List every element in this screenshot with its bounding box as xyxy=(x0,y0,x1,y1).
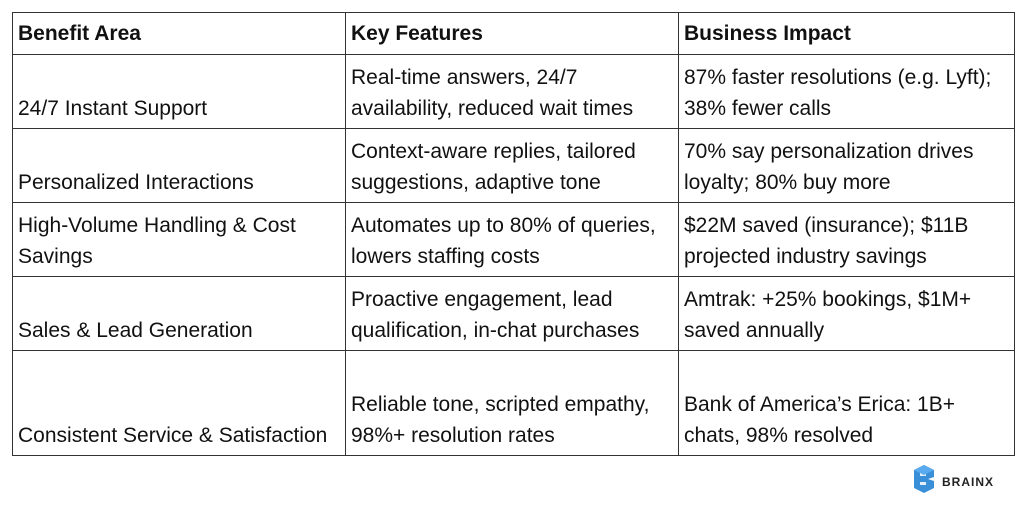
cell-key-features: Automates up to 80% of queries, lowers staffing costs xyxy=(346,203,679,277)
table-row xyxy=(13,277,1015,351)
cell-business-impact: Bank of America’s Erica: 1B+ chats, 98% resolved xyxy=(679,351,1015,456)
cell-key-features: Proactive engagement, lead qualification, in-chat purchases xyxy=(346,277,679,351)
brainx-logo xyxy=(914,465,994,498)
benefits-table xyxy=(12,12,1015,456)
brainx-logo-icon xyxy=(914,465,934,498)
table-row xyxy=(13,129,1015,203)
table-row xyxy=(13,351,1015,456)
cell-benefit-area: Personalized Interactions xyxy=(13,129,346,203)
cell-benefit-area: Sales & Lead Generation xyxy=(13,277,346,351)
brand-name: BRAINX xyxy=(942,474,995,489)
cell-benefit-area: High-Volume Handling & Cost Savings xyxy=(13,203,346,277)
header-business-impact: Business Impact xyxy=(679,13,1015,55)
cell-key-features: Context-aware replies, tailored suggestions, adaptive tone xyxy=(346,129,679,203)
cell-business-impact: 70% say personalization drives loyalty; 80% buy more xyxy=(679,129,1015,203)
table-row xyxy=(13,55,1015,129)
header-row xyxy=(13,13,1015,55)
cell-business-impact: $22M saved (insurance); $11B projected industry savings xyxy=(679,203,1015,277)
cell-key-features: Real-time answers, 24/7 availability, reduced wait times xyxy=(346,55,679,129)
table-row xyxy=(13,203,1015,277)
cell-benefit-area: 24/7 Instant Support xyxy=(13,55,346,129)
header-benefit-area: Benefit Area xyxy=(13,13,346,55)
header-key-features: Key Features xyxy=(346,13,679,55)
cell-key-features: Reliable tone, scripted empathy, 98%+ resolution rates xyxy=(346,351,679,456)
cell-business-impact: 87% faster resolutions (e.g. Lyft); 38% fewer calls xyxy=(679,55,1015,129)
cell-business-impact: Amtrak: +25% bookings, $1M+ saved annually xyxy=(679,277,1015,351)
cell-benefit-area: Consistent Service & Satisfaction xyxy=(13,351,346,456)
